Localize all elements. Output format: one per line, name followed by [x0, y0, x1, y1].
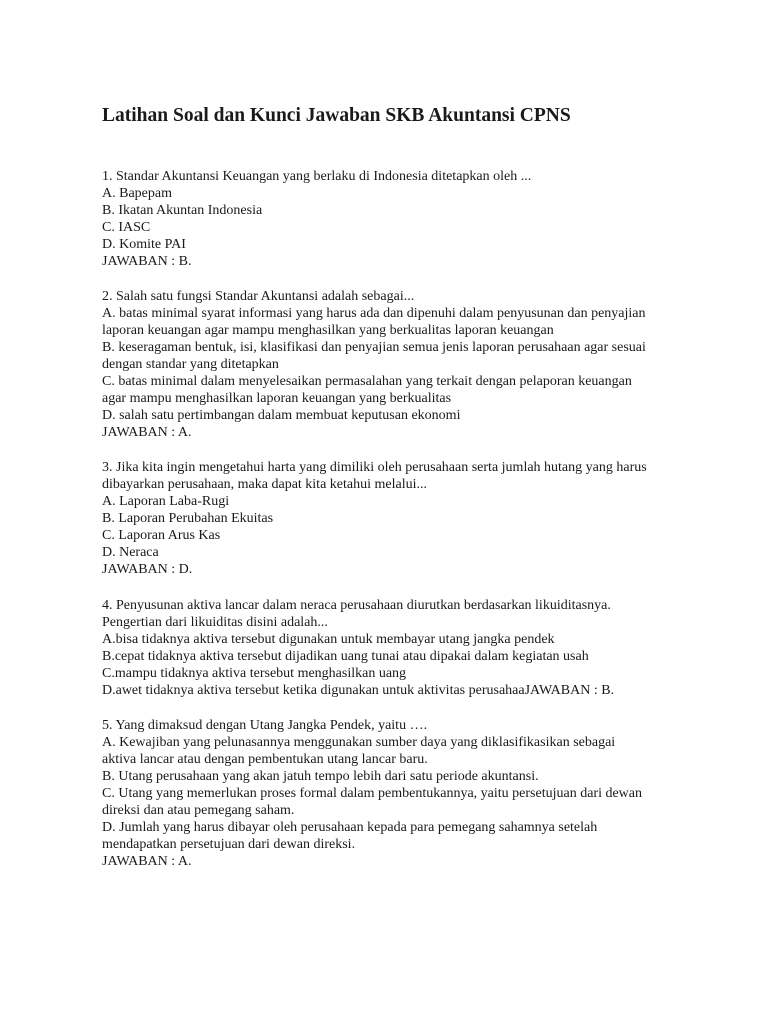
question-line: Pengertian dari likuiditas disini adalah...	[102, 615, 328, 630]
question-line: 5. Yang dimaksud dengan Utang Jangka Pendek, yaitu ….	[102, 718, 428, 733]
page-title: Latihan Soal dan Kunci Jawaban SKB Akuntansi CPNS	[102, 105, 571, 126]
question-line: A. Bapepam	[102, 186, 172, 201]
question-line: A. Kewajiban yang pelunasannya menggunakan sumber daya yang diklasifikasikan sebagai	[102, 735, 616, 750]
question-line: C.mampu tidaknya aktiva tersebut menghasilkan uang	[102, 666, 407, 681]
question-line: JAWABAN : D.	[102, 562, 193, 577]
question-line: C. Laporan Arus Kas	[102, 528, 221, 543]
question-line: A.bisa tidaknya aktiva tersebut digunakan untuk membayar utang jangka pendek	[102, 632, 555, 647]
question-line: B. Laporan Perubahan Ekuitas	[102, 511, 274, 526]
question-line: B. Utang perusahaan yang akan jatuh tempo lebih dari satu periode akuntansi.	[102, 769, 539, 784]
question-line: dibayarkan perusahaan, maka dapat kita ketahui melalui...	[102, 477, 427, 492]
question-line: JAWABAN : B.	[102, 254, 192, 269]
question-line: D.awet tidaknya aktiva tersebut ketika digunakan untuk aktivitas perusahaaJAWABAN : B.	[102, 683, 615, 698]
question-block	[102, 717, 682, 870]
question-line: JAWABAN : A.	[102, 854, 192, 869]
question-line: C. batas minimal dalam menyelesaikan permasalahan yang terkait dengan pelaporan keuangan	[102, 374, 632, 389]
question-line: A. Laporan Laba-Rugi	[102, 494, 230, 509]
question-line: D. Neraca	[102, 545, 159, 560]
question-line: aktiva lancar atau dengan pembentukan utang lancar baru.	[102, 752, 428, 767]
question-line: laporan keuangan agar mampu menghasilkan yang berkualitas laporan keuangan	[102, 323, 554, 338]
question-line: agar mampu menghasilkan laporan keuangan yang berkualitas	[102, 391, 452, 406]
question-line: B. keseragaman bentuk, isi, klasifikasi dan penyajian semua jenis laporan perusahaan agar sesuai	[102, 340, 646, 355]
question-line: dengan standar yang ditetapkan	[102, 357, 279, 372]
question-line: C. Utang yang memerlukan proses formal dalam pembentukannya, yaitu persetujuan dari dewan	[102, 786, 642, 801]
question-line: mendapatkan persetujuan dari dewan direksi.	[102, 837, 356, 852]
question-line: D. salah satu pertimbangan dalam membuat keputusan ekonomi	[102, 408, 461, 423]
question-block	[102, 168, 682, 270]
question-block	[102, 597, 682, 699]
question-line: direksi dan atau pemegang saham.	[102, 803, 295, 818]
question-line: C. IASC	[102, 220, 151, 235]
question-line: A. batas minimal syarat informasi yang harus ada dan dipenuhi dalam penyusunan dan penyajian	[102, 306, 646, 321]
question-line: 3. Jika kita ingin mengetahui harta yang dimiliki oleh perusahaan serta jumlah hutang yang harus	[102, 460, 647, 475]
question-line: JAWABAN : A.	[102, 425, 192, 440]
question-block	[102, 459, 682, 578]
question-line: B. Ikatan Akuntan Indonesia	[102, 203, 263, 218]
question-line: B.cepat tidaknya aktiva tersebut dijadikan uang tunai atau dipakai dalam kegiatan usah	[102, 649, 589, 664]
question-line: D. Komite PAI	[102, 237, 186, 252]
question-line: 2. Salah satu fungsi Standar Akuntansi adalah sebagai...	[102, 289, 415, 304]
question-block	[102, 288, 682, 441]
question-line: 1. Standar Akuntansi Keuangan yang berlaku di Indonesia ditetapkan oleh ...	[102, 169, 532, 184]
question-line: 4. Penyusunan aktiva lancar dalam neraca perusahaan diurutkan berdasarkan likuiditasnya.	[102, 598, 611, 613]
question-line: D. Jumlah yang harus dibayar oleh perusahaan kepada para pemegang sahamnya setelah	[102, 820, 598, 835]
